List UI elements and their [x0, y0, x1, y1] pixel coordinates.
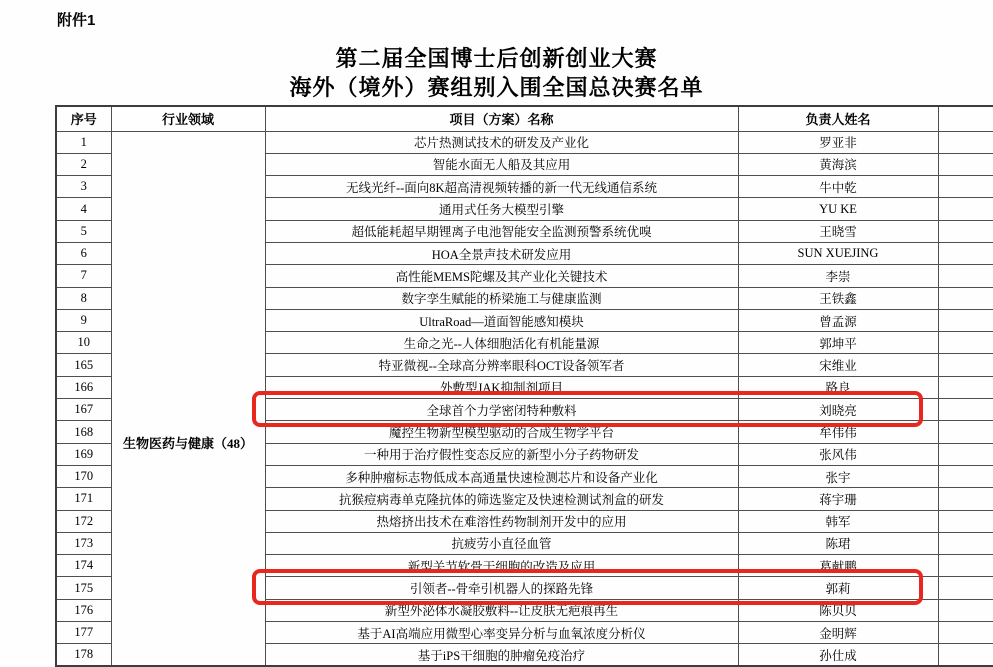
row-number-cell: 8: [56, 287, 111, 309]
leader-name-cell: 葛献鹏: [738, 555, 938, 577]
row-number-cell: 178: [56, 644, 111, 666]
project-name-cell: 高性能MEMS陀螺及其产业化关键技术: [265, 265, 738, 287]
leader-name-cell: 罗亚非: [738, 131, 938, 153]
row-number-cell: 2: [56, 153, 111, 175]
row-number-cell: 5: [56, 220, 111, 242]
leader-name-cell: 牛中乾: [738, 176, 938, 198]
empty-margin-cell: [938, 265, 993, 287]
row-number-cell: 173: [56, 532, 111, 554]
project-name-cell: 新型关节软骨干细胞的改造及应用: [265, 555, 738, 577]
project-name-cell: 基于AI高端应用微型心率变异分析与血氧浓度分析仪: [265, 622, 738, 644]
row-number-cell: 170: [56, 465, 111, 487]
leader-name-cell: 王铁鑫: [738, 287, 938, 309]
empty-margin-cell: [938, 220, 993, 242]
empty-margin-cell: [938, 488, 993, 510]
project-name-cell: 抗猴痘病毒单克隆抗体的筛选鉴定及快速检测试剂盒的研发: [265, 488, 738, 510]
row-number-cell: 3: [56, 176, 111, 198]
leader-name-cell: SUN XUEJING: [738, 242, 938, 264]
row-number-cell: 10: [56, 332, 111, 354]
industry-field-cell: [111, 131, 265, 666]
leader-name-cell: 王晓雪: [738, 220, 938, 242]
project-name-cell: 数字孪生赋能的桥梁施工与健康监测: [265, 287, 738, 309]
row-number-cell: 167: [56, 399, 111, 421]
project-name-cell: 超低能耗超早期锂离子电池智能安全监测预警系统优嗅: [265, 220, 738, 242]
row-number-cell: 175: [56, 577, 111, 599]
empty-margin-cell: [938, 421, 993, 443]
row-number-cell: 168: [56, 421, 111, 443]
empty-margin-cell: [938, 376, 993, 398]
row-number-cell: 169: [56, 443, 111, 465]
empty-margin-cell: [938, 242, 993, 264]
project-name-cell: 魔控生物新型模型驱动的合成生物学平台: [265, 421, 738, 443]
project-name-cell: 抗疲劳小直径血管: [265, 532, 738, 554]
table-row: [56, 131, 993, 153]
row-number-cell: 174: [56, 555, 111, 577]
empty-margin-cell: [938, 510, 993, 532]
empty-margin-cell: [938, 153, 993, 175]
project-name-cell: 基于iPS干细胞的肿瘤免疫治疗: [265, 644, 738, 666]
empty-margin-cell: [938, 443, 993, 465]
leader-name-cell: 牟伟伟: [738, 421, 938, 443]
row-number-cell: 176: [56, 599, 111, 621]
row-number-cell: 4: [56, 198, 111, 220]
project-name-cell: HOA全景声技术研发应用: [265, 242, 738, 264]
leader-name-cell: 韩军: [738, 510, 938, 532]
leader-name-cell: 宋维业: [738, 354, 938, 376]
empty-margin-cell: [938, 555, 993, 577]
project-name-cell: 无线光纤--面向8K超高清视频转播的新一代无线通信系统: [265, 176, 738, 198]
row-number-cell: 165: [56, 354, 111, 376]
leader-name-cell: 郭坤平: [738, 332, 938, 354]
empty-margin-cell: [938, 176, 993, 198]
project-name-cell: 通用式任务大模型引擎: [265, 198, 738, 220]
project-name-cell: 特亚微视--全球高分辨率眼科OCT设备领军者: [265, 354, 738, 376]
leader-name-cell: 李崇: [738, 265, 938, 287]
leader-name-cell: 路良: [738, 376, 938, 398]
empty-margin-cell: [938, 644, 993, 666]
empty-margin-cell: [938, 599, 993, 621]
project-name-cell: 新型外泌体水凝胶敷料--让皮肤无疤痕再生: [265, 599, 738, 621]
project-name-cell: 外敷型JAK抑制剂项目: [265, 376, 738, 398]
leader-name-cell: 刘晓亮: [738, 399, 938, 421]
empty-margin-cell: [938, 532, 993, 554]
project-name-cell: 一种用于治疗假性变态反应的新型小分子药物研发: [265, 443, 738, 465]
row-number-cell: 171: [56, 488, 111, 510]
project-name-cell: UltraRoad—道面智能感知模块: [265, 309, 738, 331]
title-line-1: 第二届全国博士后创新创业大赛: [335, 46, 658, 71]
empty-margin-cell: [938, 198, 993, 220]
leader-name-cell: 郭莉: [738, 577, 938, 599]
industry-field-label: 生物医药与健康（48）: [122, 435, 253, 451]
attachment-label: 附件1: [57, 12, 96, 29]
header-project-name: 项目（方案）名称: [265, 106, 738, 131]
empty-margin-cell: [938, 131, 993, 153]
leader-name-cell: 陈贝贝: [738, 599, 938, 621]
row-number-cell: 9: [56, 309, 111, 331]
row-number-cell: 172: [56, 510, 111, 532]
project-name-cell: 热熔挤出技术在难溶性药物制剂开发中的应用: [265, 510, 738, 532]
project-name-cell: 全球首个力学密闭特种敷料: [265, 399, 738, 421]
project-name-cell: 引领者--骨牵引机器人的探路先锋: [265, 577, 738, 599]
empty-margin-cell: [938, 309, 993, 331]
project-name-cell: 生命之光--人体细胞活化有机能量源: [265, 332, 738, 354]
project-name-cell: 芯片热测试技术的研发及产业化: [265, 131, 738, 153]
header-serial-number: 序号: [56, 106, 111, 131]
leader-name-cell: 孙仕成: [738, 644, 938, 666]
header-leader-name: 负责人姓名: [738, 106, 938, 131]
leader-name-cell: 黄海滨: [738, 153, 938, 175]
empty-margin-cell: [938, 332, 993, 354]
row-number-cell: 166: [56, 376, 111, 398]
leader-name-cell: 张宇: [738, 465, 938, 487]
leader-name-cell: 陈珺: [738, 532, 938, 554]
project-name-cell: 多种肿瘤标志物低成本高通量快速检测芯片和设备产业化: [265, 465, 738, 487]
empty-margin-cell: [938, 354, 993, 376]
row-number-cell: 6: [56, 242, 111, 264]
leader-name-cell: YU KE: [738, 198, 938, 220]
empty-margin-cell: [938, 577, 993, 599]
header-industry-field: 行业领域: [111, 106, 265, 131]
leader-name-cell: 金明辉: [738, 622, 938, 644]
project-name-cell: 智能水面无人船及其应用: [265, 153, 738, 175]
header-empty-cell: [938, 106, 993, 131]
empty-margin-cell: [938, 465, 993, 487]
page-title: [0, 44, 993, 102]
title-line-2: 海外（境外）赛组别入围全国总决赛名单: [289, 75, 704, 100]
empty-margin-cell: [938, 399, 993, 421]
leader-name-cell: 张风伟: [738, 443, 938, 465]
row-number-cell: 7: [56, 265, 111, 287]
row-number-cell: 177: [56, 622, 111, 644]
leader-name-cell: 曾孟源: [738, 309, 938, 331]
row-number-cell: 1: [56, 131, 111, 153]
table-header-row: [56, 106, 993, 131]
finalists-table: [55, 105, 993, 667]
empty-margin-cell: [938, 287, 993, 309]
empty-margin-cell: [938, 622, 993, 644]
leader-name-cell: 蒋宇珊: [738, 488, 938, 510]
